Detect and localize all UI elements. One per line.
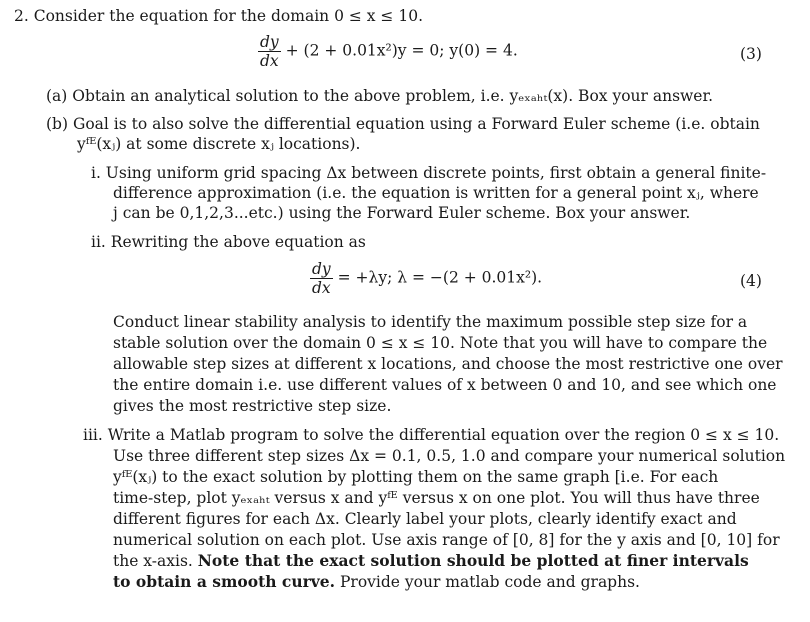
sub-ii-intro: ii. Rewriting the above equation as (91, 233, 366, 251)
sub-iii-text-1: iii. Write a Matlab program to solve the differential equation over the region 0 ≤ x ≤ 10. (83, 426, 780, 444)
sub-ii-text-5: gives the most restrictive step size. (113, 397, 392, 415)
sub-i-line-3: j can be 0,1,2,3...etc.) using the Forward Euler scheme. Box your answer. (113, 204, 691, 222)
part-b-line-2: yᶠᴱ(xⱼ) at some discrete xⱼ locations). (77, 135, 361, 153)
part-b-line-1: (b) Goal is to also solve the differential equation using a Forward Euler scheme (i.e. obtain (46, 115, 760, 133)
sub-iii-text-3: yᶠᴱ(xⱼ) to the exact solution by plotting them on the same graph [i.e. For each (113, 468, 719, 486)
sub-iii-bold-1: Note that the exact solution should be plotted at finer intervals (197, 551, 749, 570)
eq3-fraction (258, 33, 281, 70)
sub-iii-plain: the x-axis. (113, 552, 198, 570)
equation-3-number: (3) (740, 45, 762, 63)
part-a: (a) Obtain an analytical solution to the above problem, i.e. yₑₓₐₕₜ(x). Box your answer. (46, 87, 714, 105)
sub-ii-text-1: Conduct linear stability analysis to identify the maximum possible step size for a (113, 313, 748, 331)
sub-iii-text-6: numerical solution on each plot. Use axis range of [0, 8] for the y axis and [0, 10] for (113, 531, 780, 549)
sub-ii-text-3: allowable step sizes at different x locations, and choose the most restrictive one over (113, 355, 783, 373)
sub-iii-text-7 (113, 551, 749, 571)
sub-iii-text-2: Use three different step sizes Δx = 0.1, 0.5, 1.0 and compare your numerical solution (113, 447, 786, 465)
sub-i-line-2: difference approximation (i.e. the equation is written for a general point xⱼ, where (113, 184, 759, 202)
problem-heading: 2. Consider the equation for the domain 0 ≤ x ≤ 10. (14, 7, 424, 25)
sub-i-line-1: i. Using uniform grid spacing Δx between discrete points, first obtain a general finite- (91, 164, 767, 182)
sub-iii-bold-2: to obtain a smooth curve. (113, 572, 336, 591)
sub-iii-text-8 (113, 572, 640, 592)
sub-ii-text-2: stable solution over the domain 0 ≤ x ≤ 10. Note that you will have to compare the (113, 334, 768, 352)
eq3-denominator: dx (260, 52, 279, 70)
sub-iii-text-5: different figures for each Δx. Clearly label your plots, clearly identify exact and (113, 510, 737, 528)
eq3-rest: + (2 + 0.01x²)y = 0; y(0) = 4. (280, 41, 518, 60)
eq4-fraction (310, 260, 333, 297)
eq4-rest: = +λy; λ = −(2 + 0.01x²). (332, 268, 543, 287)
eq4-denominator: dx (312, 279, 331, 297)
sub-ii-text-4: the entire domain i.e. use different values of x between 0 and 10, and see which one (113, 376, 777, 394)
sub-iii-tail: Provide your matlab code and graphs. (335, 573, 640, 591)
sub-iii-text-4: time-step, plot yₑₓₐₕₜ versus x and yᶠᴱ versus x on one plot. You will thus have three (113, 489, 760, 507)
eq4-numerator: dy (312, 260, 331, 278)
equation-3 (258, 33, 518, 70)
eq3-numerator: dy (260, 33, 279, 51)
equation-4-number: (4) (740, 272, 762, 290)
equation-4 (310, 260, 542, 297)
